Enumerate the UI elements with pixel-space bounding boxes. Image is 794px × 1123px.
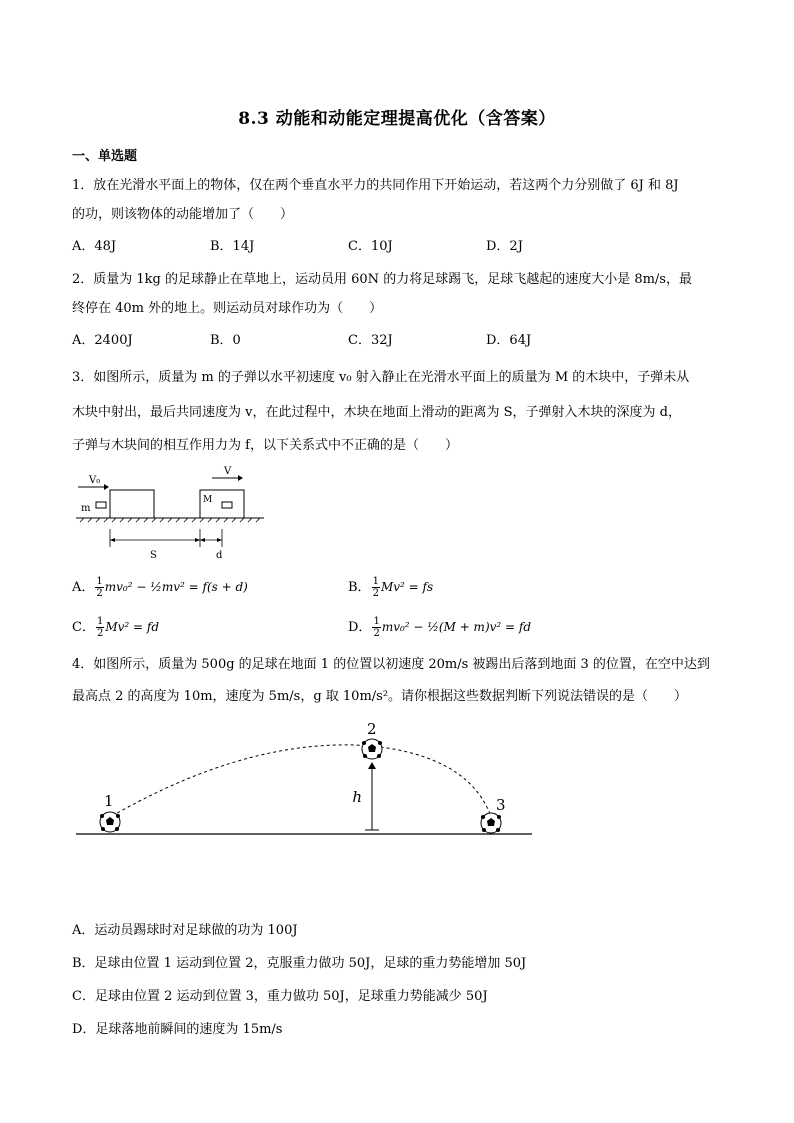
q3-text-line-1: 3．如图所示，质量为 m 的子弹以水平初速度 v₀ 射入静止在光滑水平面上的质量为 M 的木块中，子弹未从 bbox=[72, 370, 690, 385]
q3-block-initial bbox=[110, 490, 154, 518]
q4-text-line-2: 最高点 2 的高度为 10m，速度为 5m/s，g 取 10m/s²。请你根据这些数据判断下列说法错误的是（ ） bbox=[72, 689, 688, 704]
q4-ball-2 bbox=[362, 739, 382, 759]
q4-option-c: C．足球由位置 2 运动到位置 3，重力做功 50J，足球重力势能减少 50J bbox=[72, 989, 488, 1004]
q1-option-d: D．2J bbox=[486, 239, 523, 254]
q4-option-a: A．运动员踢球时对足球做的功为 100J bbox=[72, 923, 298, 938]
q4-point-3-label: 3 bbox=[496, 796, 506, 814]
q3-v-label: V bbox=[224, 466, 232, 477]
q4-h-label: h bbox=[352, 788, 362, 806]
q3-d-label: d bbox=[216, 550, 223, 561]
q1-option-b: B．14J bbox=[210, 239, 255, 254]
q3-option-c: C． $\frac{1}{2}$ Mv² = fd bbox=[72, 616, 160, 639]
q3-m-label: m bbox=[81, 503, 91, 514]
q2-option-c: C．32J bbox=[348, 333, 393, 348]
q4-point-2-label: 2 bbox=[367, 720, 377, 738]
q3-option-a: A． $\frac{1}{2}$ mv₀² − ½mv² = f(s + d) bbox=[72, 576, 248, 599]
q1-option-c: C．10J bbox=[348, 239, 393, 254]
q4-option-d: D．足球落地前瞬间的速度为 15m/s bbox=[72, 1022, 283, 1037]
q4-ball-1 bbox=[100, 812, 120, 832]
q4-trajectory-path bbox=[112, 745, 490, 816]
q2-option-a: A．2400J bbox=[72, 333, 133, 348]
q2-text-line-1: 2．质量为 1kg 的足球静止在草地上，运动员用 60N 的力将足球踢飞，足球飞越起的速度大小是 8m/s，最 bbox=[72, 272, 692, 287]
q2-option-d: D．64J bbox=[486, 333, 532, 348]
page-title: 8.3 动能和动能定理提高优化（含答案） bbox=[238, 109, 556, 129]
q1-text-line-2: 的功，则该物体的动能增加了（ ） bbox=[72, 207, 294, 222]
q3-text-line-3: 子弹与木块间的相互作用力为 f，以下关系式中不正确的是（ ） bbox=[72, 438, 458, 453]
q1-option-a: A．48J bbox=[72, 239, 117, 254]
q4-point-1-label: 1 bbox=[104, 792, 114, 810]
q1-text-line-1: 1．放在光滑水平面上的物体，仅在两个垂直水平力的共同作用下开始运动，若这两个力分别做了 6J 和 8J bbox=[72, 178, 679, 193]
q3-bullet bbox=[96, 502, 106, 508]
q3-bullet-embedded bbox=[222, 502, 232, 508]
q3-option-b: B． $\frac{1}{2}$ Mv² = fs bbox=[348, 576, 434, 599]
q4-ball-3 bbox=[481, 813, 501, 833]
q4-option-b: B．足球由位置 1 运动到位置 2，克服重力做功 50J，足球的重力势能增加 50J bbox=[72, 956, 527, 971]
q2-text-line-2: 终停在 40m 外的地上。则运动员对球作功为（ ） bbox=[72, 301, 383, 316]
q3-text-line-2: 木块中射出，最后共同速度为 v，在此过程中，木块在地面上滑动的距离为 S，子弹射入木块的深度为 d， bbox=[72, 405, 681, 420]
q2-option-b: B．0 bbox=[210, 333, 241, 348]
q3-s-label: S bbox=[150, 550, 157, 561]
q4-text-line-1: 4．如图所示，质量为 500g 的足球在地面 1 的位置以初速度 20m/s 被踢出后落到地面 3 的位置，在空中达到 bbox=[72, 657, 710, 672]
q3-bullet-block-diagram bbox=[76, 463, 266, 563]
q4-trajectory-diagram bbox=[72, 716, 536, 846]
q3-v0-label: V₀ bbox=[89, 475, 101, 486]
section-heading: 一、单选题 bbox=[72, 149, 138, 164]
q3-option-d: D． $\frac{1}{2}$ mv₀² − ½(M + m)v² = fd bbox=[348, 616, 532, 639]
q3-M-label: M bbox=[203, 495, 213, 505]
